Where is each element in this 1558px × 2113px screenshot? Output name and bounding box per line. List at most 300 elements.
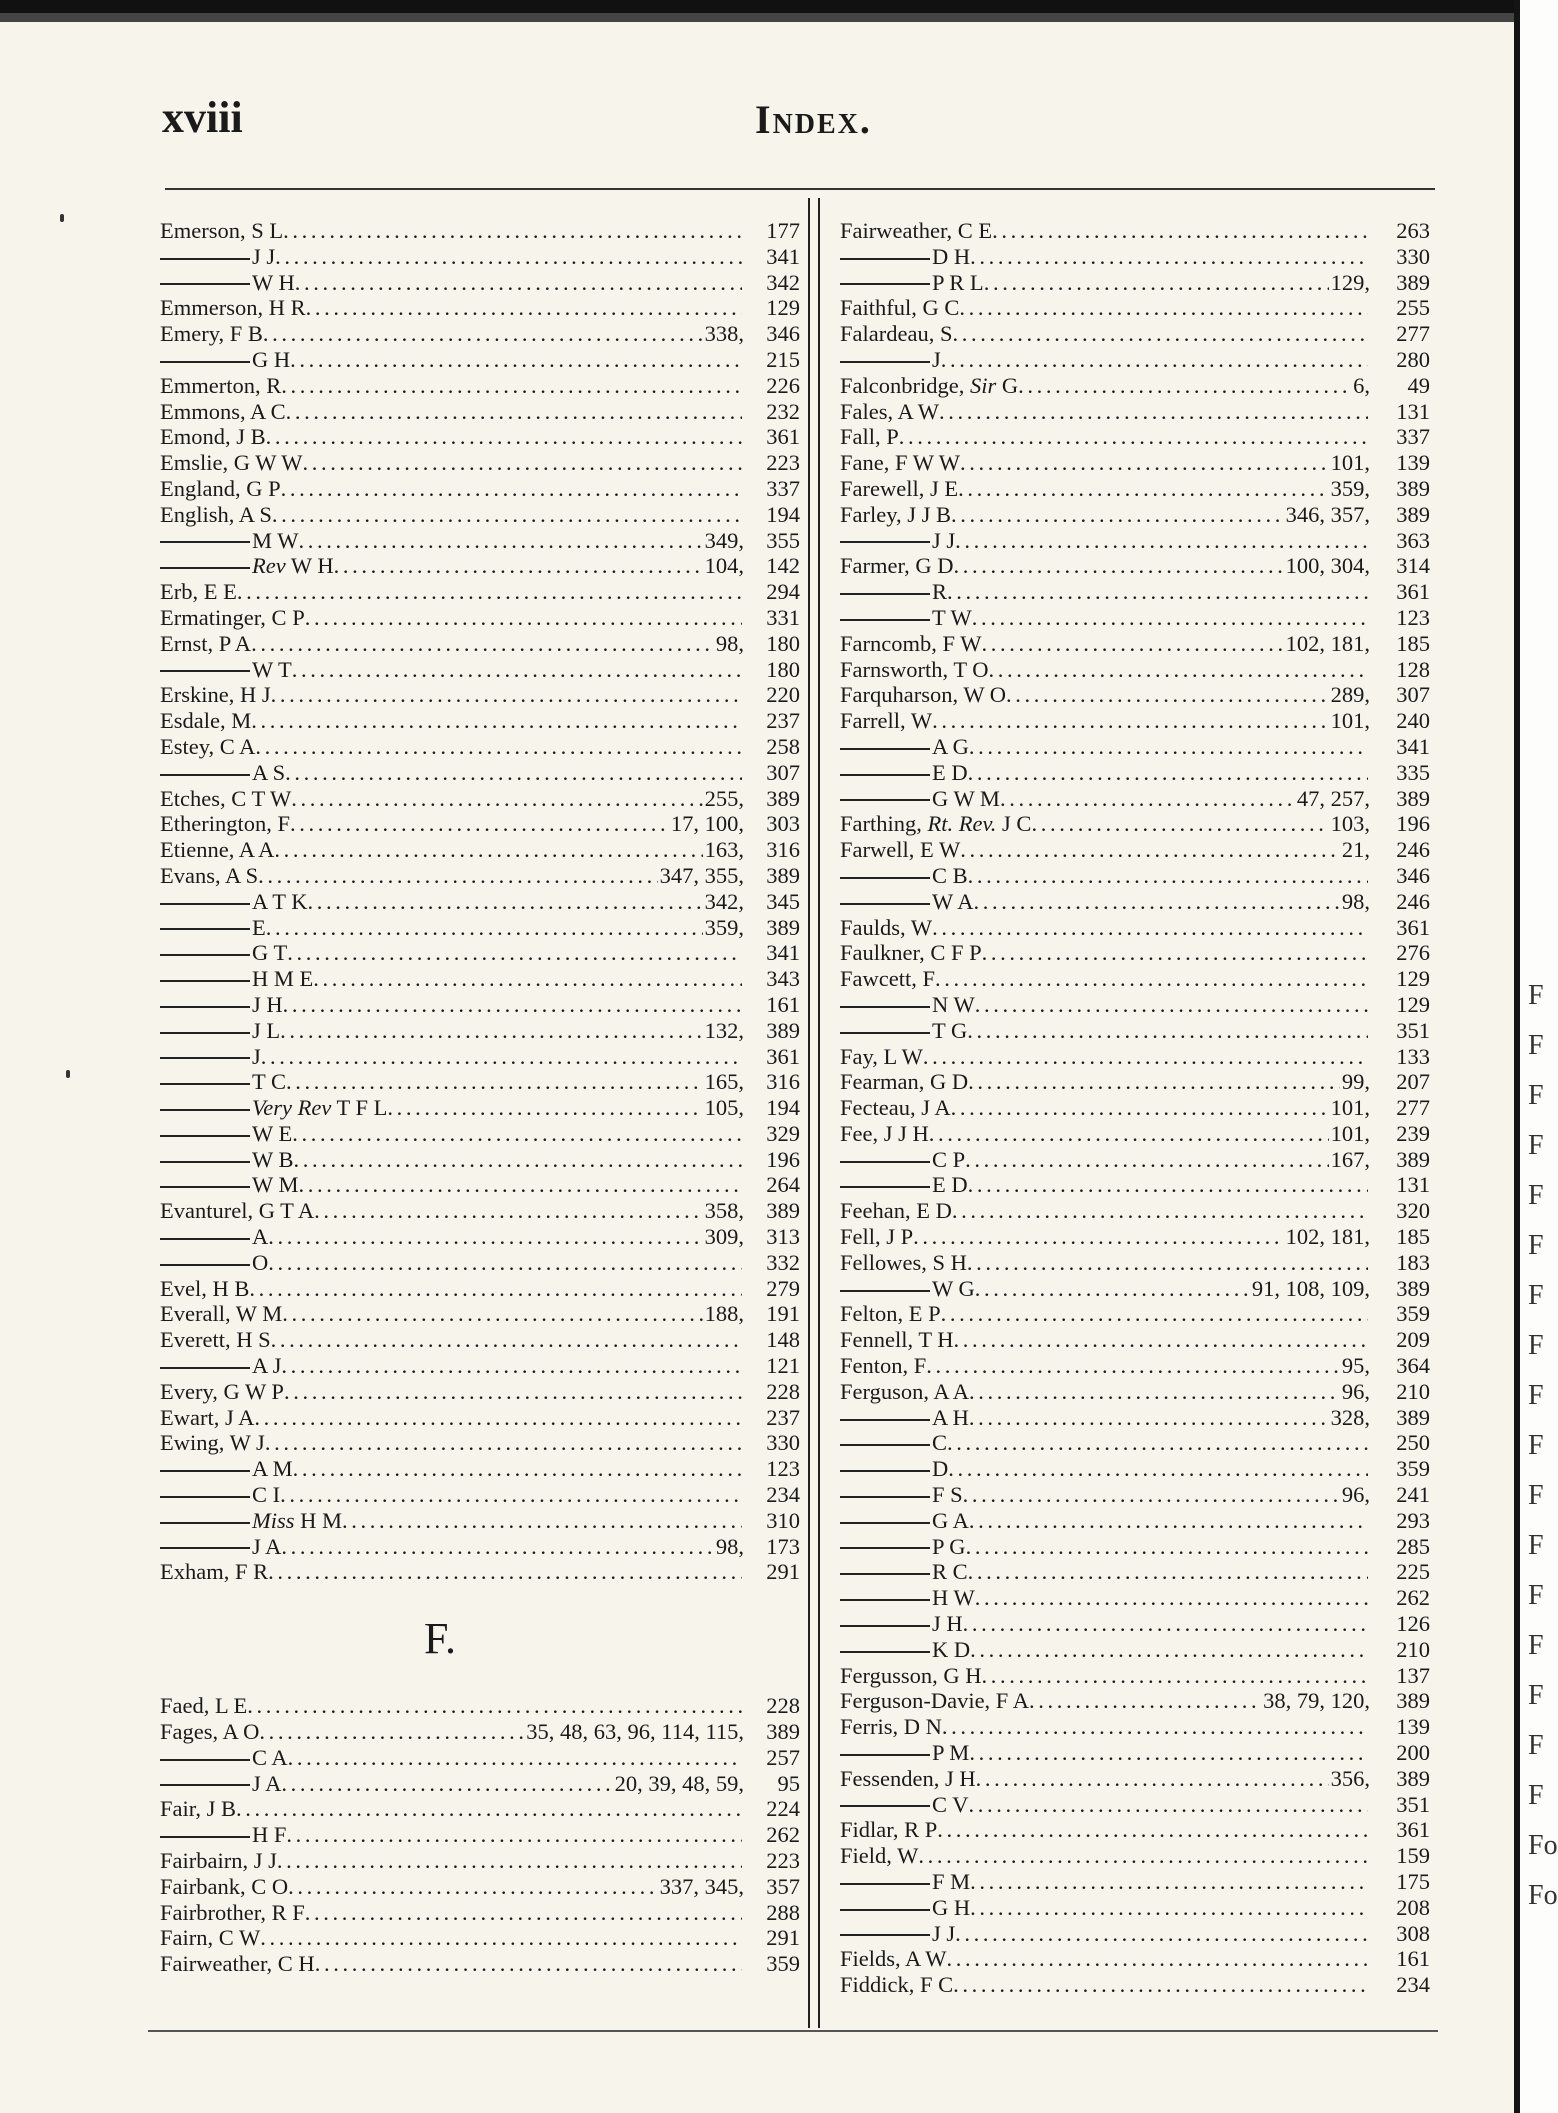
entry-last-page: 293 bbox=[1396, 1507, 1430, 1533]
dot-leader bbox=[947, 1430, 1368, 1456]
index-entry bbox=[840, 1379, 1430, 1405]
entry-name: Farthing, Rt. Rev. J C bbox=[840, 811, 1032, 837]
entry-last-page: 337 bbox=[1396, 424, 1430, 450]
ditto-dash bbox=[840, 1625, 930, 1627]
dot-leader bbox=[313, 966, 742, 992]
entry-pages: 96, bbox=[1341, 1482, 1370, 1508]
dot-leader bbox=[266, 915, 703, 941]
entry-name: Fales, A W bbox=[840, 398, 939, 424]
index-entry bbox=[160, 631, 800, 657]
entry-name: J H bbox=[160, 992, 283, 1018]
page-number: xviii bbox=[162, 93, 243, 142]
index-entry bbox=[160, 244, 800, 270]
ditto-dash bbox=[160, 541, 250, 543]
entry-last-page: 332 bbox=[766, 1249, 800, 1275]
entry-name: Emery, F B bbox=[160, 321, 263, 347]
dot-leader bbox=[281, 1534, 713, 1560]
index-entry bbox=[160, 476, 800, 502]
dot-leader bbox=[951, 1095, 1329, 1121]
entry-name: K D bbox=[840, 1637, 970, 1663]
entry-last-page: 196 bbox=[766, 1146, 800, 1172]
entry-last-page: 355 bbox=[766, 527, 800, 553]
index-entry bbox=[160, 889, 800, 915]
entry-name: Farrell, W bbox=[840, 708, 933, 734]
entry-name: Feehan, E D bbox=[840, 1198, 952, 1224]
dot-leader bbox=[969, 1508, 1368, 1534]
entry-pages: 21, bbox=[1341, 837, 1370, 863]
entry-last-page: 313 bbox=[766, 1224, 800, 1250]
dot-leader bbox=[280, 1018, 703, 1044]
index-entry bbox=[160, 424, 800, 450]
dot-leader bbox=[290, 347, 742, 373]
section-heading: F. bbox=[424, 1614, 456, 1664]
entry-pages: 95, bbox=[1341, 1353, 1370, 1379]
entry-name: Fair, J B bbox=[160, 1796, 236, 1822]
entry-last-page: 343 bbox=[766, 966, 800, 992]
index-entry bbox=[840, 270, 1430, 296]
dot-leader bbox=[967, 1250, 1368, 1276]
index-entry bbox=[160, 992, 800, 1018]
entry-name: J A bbox=[160, 1534, 281, 1560]
entry-name: Faithful, G C bbox=[840, 295, 960, 321]
entry-name: D bbox=[840, 1456, 948, 1482]
ditto-dash bbox=[840, 748, 930, 750]
dot-leader bbox=[968, 863, 1368, 889]
entry-last-page: 131 bbox=[1396, 1172, 1430, 1198]
dot-leader bbox=[969, 1379, 1340, 1405]
entry-last-page: 228 bbox=[766, 1693, 800, 1719]
dot-leader bbox=[976, 1766, 1329, 1792]
entry-last-page: 232 bbox=[766, 398, 800, 424]
index-entry bbox=[840, 1301, 1430, 1327]
entry-name: Fages, A O bbox=[160, 1719, 260, 1745]
entry-name: Fawcett, F bbox=[840, 966, 935, 992]
entry-last-page: 341 bbox=[1396, 733, 1430, 759]
dot-leader bbox=[975, 1276, 1250, 1302]
dot-leader bbox=[298, 1172, 742, 1198]
dot-leader bbox=[968, 1172, 1368, 1198]
entry-name: G T bbox=[160, 940, 287, 966]
dot-leader bbox=[261, 1044, 742, 1070]
dot-leader bbox=[981, 631, 1283, 657]
dot-leader bbox=[969, 734, 1368, 760]
index-entry bbox=[840, 1559, 1430, 1585]
entry-name: W M bbox=[160, 1172, 298, 1198]
entry-name: J H bbox=[840, 1611, 963, 1637]
dot-leader bbox=[981, 1663, 1368, 1689]
entry-last-page: 237 bbox=[766, 708, 800, 734]
dot-leader bbox=[315, 1951, 742, 1977]
index-entry bbox=[160, 1745, 800, 1771]
entry-last-page: 280 bbox=[1396, 346, 1430, 372]
entry-last-page: 49 bbox=[1407, 372, 1430, 398]
ditto-dash bbox=[840, 799, 930, 801]
entry-last-page: 250 bbox=[1396, 1430, 1430, 1456]
index-entry bbox=[840, 734, 1430, 760]
entry-name: Fields, A W bbox=[840, 1946, 947, 1972]
entry-pages: 100, 304, bbox=[1285, 553, 1370, 579]
entry-name: R bbox=[840, 579, 947, 605]
entry-pages: 255, bbox=[704, 785, 744, 811]
edge-fragment: F bbox=[1528, 1680, 1544, 1711]
index-entry bbox=[840, 1869, 1430, 1895]
entry-last-page: 226 bbox=[766, 372, 800, 398]
entry-name: G H bbox=[840, 1895, 970, 1921]
entry-last-page: 246 bbox=[1396, 888, 1430, 914]
ditto-dash bbox=[840, 1547, 930, 1549]
index-entry bbox=[160, 966, 800, 992]
entry-name: E D bbox=[840, 1172, 968, 1198]
dot-leader bbox=[268, 1559, 742, 1585]
entry-last-page: 210 bbox=[1396, 1636, 1430, 1662]
entry-last-page: 185 bbox=[1396, 630, 1430, 656]
dot-leader bbox=[932, 708, 1329, 734]
dot-leader bbox=[918, 1843, 1368, 1869]
entry-pages: 356, bbox=[1330, 1765, 1370, 1791]
entry-pages: 105, bbox=[704, 1095, 744, 1121]
entry-name: H M E bbox=[160, 966, 313, 992]
entry-name: T W bbox=[840, 605, 972, 631]
dot-leader bbox=[236, 1796, 742, 1822]
index-entry bbox=[840, 992, 1430, 1018]
ditto-dash bbox=[840, 1161, 930, 1163]
entry-name: Fearman, G D bbox=[840, 1069, 969, 1095]
entry-last-page: 210 bbox=[1396, 1378, 1430, 1404]
dot-leader bbox=[941, 347, 1368, 373]
entry-last-page: 262 bbox=[766, 1822, 800, 1848]
dot-leader bbox=[280, 1482, 742, 1508]
index-entry bbox=[160, 1250, 800, 1276]
index-entry bbox=[840, 424, 1430, 450]
entry-name: A J bbox=[160, 1353, 281, 1379]
ditto-dash bbox=[160, 1784, 250, 1786]
dot-leader bbox=[255, 734, 742, 760]
entry-last-page: 159 bbox=[1396, 1843, 1430, 1869]
entry-last-page: 389 bbox=[1396, 501, 1430, 527]
entry-last-page: 121 bbox=[766, 1353, 800, 1379]
index-entry bbox=[160, 1951, 800, 1977]
entry-last-page: 262 bbox=[1396, 1585, 1430, 1611]
entry-name: Estey, C A bbox=[160, 733, 256, 759]
ditto-dash bbox=[160, 1547, 250, 1549]
entry-last-page: 316 bbox=[766, 1069, 800, 1095]
entry-last-page: 148 bbox=[766, 1327, 800, 1353]
entry-last-page: 342 bbox=[766, 269, 800, 295]
ditto-dash bbox=[160, 258, 250, 260]
dot-leader bbox=[292, 657, 742, 683]
ditto-dash bbox=[840, 1651, 930, 1653]
entry-pages: 163, bbox=[704, 837, 744, 863]
entry-name: Fennell, T H bbox=[840, 1327, 954, 1353]
entry-name: Ferguson-Davie, F A bbox=[840, 1688, 1029, 1714]
index-entry bbox=[840, 1972, 1430, 1998]
ditto-dash bbox=[160, 1186, 250, 1188]
entry-name: W E bbox=[160, 1121, 292, 1147]
entry-name: Fenton, F bbox=[840, 1353, 927, 1379]
entry-last-page: 191 bbox=[766, 1301, 800, 1327]
dot-leader bbox=[251, 631, 714, 657]
dot-leader bbox=[923, 1044, 1368, 1070]
index-entry bbox=[160, 786, 800, 812]
index-entry bbox=[160, 528, 800, 554]
edge-fragment: F bbox=[1528, 1630, 1544, 1661]
index-entry bbox=[160, 1327, 800, 1353]
entry-last-page: 389 bbox=[1396, 1146, 1430, 1172]
entry-pages: 338, bbox=[704, 321, 744, 347]
entry-name: Fairbank, C O bbox=[160, 1873, 289, 1899]
ditto-dash bbox=[840, 1909, 930, 1911]
entry-last-page: 95 bbox=[777, 1770, 800, 1796]
entry-name: Erb, E E bbox=[160, 579, 237, 605]
index-entry bbox=[160, 1379, 800, 1405]
entry-pages: 346, 357, bbox=[1285, 501, 1370, 527]
entry-last-page: 351 bbox=[1396, 1791, 1430, 1817]
index-entry bbox=[840, 1095, 1430, 1121]
ditto-dash bbox=[160, 774, 250, 776]
entry-name: Fell, J P bbox=[840, 1224, 914, 1250]
index-entry bbox=[160, 1430, 800, 1456]
entry-name: C V bbox=[840, 1792, 968, 1818]
edge-fragment: F bbox=[1528, 1030, 1544, 1061]
dot-leader bbox=[929, 1121, 1329, 1147]
entry-name: Emmerson, H R bbox=[160, 295, 306, 321]
entry-pages: 132, bbox=[704, 1017, 744, 1043]
edge-fragment: F bbox=[1528, 1730, 1544, 1761]
dot-leader bbox=[966, 1534, 1368, 1560]
entry-last-page: 389 bbox=[766, 862, 800, 888]
index-entry bbox=[840, 1224, 1430, 1250]
edge-fragment: F bbox=[1528, 1230, 1544, 1261]
entry-name: Fee, J J H bbox=[840, 1120, 929, 1146]
dot-leader bbox=[969, 1740, 1368, 1766]
entry-name: C P bbox=[840, 1147, 965, 1173]
dot-leader bbox=[939, 399, 1368, 425]
entry-name: A G bbox=[840, 734, 969, 760]
entry-last-page: 361 bbox=[1396, 1817, 1430, 1843]
dot-leader bbox=[947, 579, 1368, 605]
entry-name: C bbox=[840, 1430, 947, 1456]
edge-fragment: F bbox=[1528, 1380, 1544, 1411]
index-entry bbox=[840, 321, 1430, 347]
entry-name: Fergusson, G H bbox=[840, 1662, 982, 1688]
dot-leader bbox=[967, 1018, 1368, 1044]
index-entry bbox=[160, 1121, 800, 1147]
entry-last-page: 335 bbox=[1396, 759, 1430, 785]
dot-leader bbox=[913, 1224, 1283, 1250]
entry-last-page: 133 bbox=[1396, 1043, 1430, 1069]
dot-leader bbox=[263, 321, 703, 347]
entry-last-page: 173 bbox=[766, 1533, 800, 1559]
dot-leader bbox=[989, 657, 1368, 683]
entry-last-page: 279 bbox=[766, 1275, 800, 1301]
dot-leader bbox=[942, 1714, 1368, 1740]
entry-last-page: 361 bbox=[1396, 579, 1430, 605]
entry-last-page: 291 bbox=[766, 1559, 800, 1585]
dot-leader bbox=[387, 1095, 702, 1121]
dot-leader bbox=[285, 760, 742, 786]
edge-fragment: F bbox=[1528, 1330, 1544, 1361]
index-entry bbox=[160, 1198, 800, 1224]
index-entry bbox=[160, 1095, 800, 1121]
entry-pages: 98, bbox=[1341, 888, 1370, 914]
dot-leader bbox=[286, 399, 742, 425]
entry-last-page: 285 bbox=[1396, 1533, 1430, 1559]
index-entry bbox=[840, 1534, 1430, 1560]
entry-last-page: 307 bbox=[766, 759, 800, 785]
entry-name: P G bbox=[840, 1534, 966, 1560]
entry-last-page: 276 bbox=[1396, 940, 1430, 966]
entry-last-page: 329 bbox=[766, 1120, 800, 1146]
entry-name: Faulkner, C F P bbox=[840, 940, 982, 966]
ditto-dash bbox=[160, 361, 250, 363]
index-entry bbox=[840, 450, 1430, 476]
index-entry bbox=[160, 760, 800, 786]
entry-pages: 20, 39, 48, 59, bbox=[614, 1770, 744, 1796]
index-entry bbox=[840, 1663, 1430, 1689]
entry-name: Falardeau, S bbox=[840, 321, 953, 347]
edge-fragment: F bbox=[1528, 980, 1544, 1011]
entry-last-page: 161 bbox=[766, 991, 800, 1017]
index-entry bbox=[840, 476, 1430, 502]
entry-pages: 349, bbox=[704, 527, 744, 553]
entry-last-page: 241 bbox=[1396, 1482, 1430, 1508]
entry-name: Ernst, P A bbox=[160, 630, 252, 656]
entry-name: J J bbox=[840, 528, 955, 554]
index-entry bbox=[160, 1482, 800, 1508]
entry-last-page: 320 bbox=[1396, 1198, 1430, 1224]
entry-pages: 35, 48, 63, 96, 114, 115, bbox=[526, 1719, 744, 1745]
entry-name: Fairbrother, R F bbox=[160, 1899, 305, 1925]
ditto-dash bbox=[840, 877, 930, 879]
entry-last-page: 223 bbox=[766, 450, 800, 476]
index-entry bbox=[840, 1740, 1430, 1766]
index-entry bbox=[160, 1874, 800, 1900]
entry-name: F M bbox=[840, 1869, 970, 1895]
dot-leader bbox=[932, 915, 1368, 941]
index-entry bbox=[840, 1766, 1430, 1792]
entry-name: Farncomb, F W bbox=[840, 630, 982, 656]
entry-pages: 99, bbox=[1341, 1069, 1370, 1095]
entry-name: Farnsworth, T O bbox=[840, 656, 989, 682]
index-entry bbox=[160, 1925, 800, 1951]
entry-last-page: 237 bbox=[766, 1404, 800, 1430]
entry-pages: 104, bbox=[704, 553, 744, 579]
dot-leader bbox=[287, 940, 742, 966]
entry-pages: 129, bbox=[1330, 269, 1370, 295]
dot-leader bbox=[968, 1069, 1340, 1095]
entry-last-page: 345 bbox=[766, 888, 800, 914]
dot-leader bbox=[960, 837, 1340, 863]
entry-name: Felton, E P bbox=[840, 1301, 941, 1327]
entry-last-page: 337 bbox=[766, 475, 800, 501]
dot-leader bbox=[281, 1353, 742, 1379]
scan-speck bbox=[66, 1070, 70, 1078]
dot-leader bbox=[968, 760, 1368, 786]
dot-leader bbox=[251, 708, 742, 734]
dot-leader bbox=[972, 605, 1368, 631]
entry-name: Emmons, A C bbox=[160, 398, 286, 424]
dot-leader bbox=[293, 1456, 742, 1482]
ditto-dash bbox=[840, 1006, 930, 1008]
entry-name: Ermatinger, C P bbox=[160, 604, 305, 630]
dot-leader bbox=[1018, 373, 1351, 399]
ditto-dash bbox=[840, 541, 930, 543]
entry-name: Emerson, S L bbox=[160, 218, 284, 243]
index-entry bbox=[840, 1121, 1430, 1147]
index-entry bbox=[160, 295, 800, 321]
entry-name: Evel, H B bbox=[160, 1275, 250, 1301]
index-entry bbox=[160, 1822, 800, 1848]
index-entry bbox=[840, 682, 1430, 708]
index-entry bbox=[840, 1276, 1430, 1302]
dot-leader bbox=[284, 1379, 742, 1405]
entry-name: English, A S bbox=[160, 501, 272, 527]
entry-name: Fecteau, J A bbox=[840, 1095, 951, 1121]
dot-leader bbox=[941, 1301, 1368, 1327]
ditto-dash bbox=[840, 1032, 930, 1034]
entry-last-page: 129 bbox=[766, 295, 800, 321]
index-entry bbox=[160, 1456, 800, 1482]
dot-leader bbox=[237, 579, 742, 605]
index-entry bbox=[840, 837, 1430, 863]
entry-name: G H bbox=[160, 347, 290, 373]
dot-leader bbox=[295, 270, 742, 296]
dot-leader bbox=[282, 1301, 702, 1327]
dot-leader bbox=[286, 1069, 703, 1095]
entry-name: Everall, W M bbox=[160, 1301, 283, 1327]
entry-last-page: 308 bbox=[1396, 1920, 1430, 1946]
entry-last-page: 389 bbox=[1396, 1275, 1430, 1301]
index-entry bbox=[160, 1559, 800, 1585]
index-entry bbox=[160, 657, 800, 683]
index-entry bbox=[160, 734, 800, 760]
entry-name: C I bbox=[160, 1482, 280, 1508]
dot-leader bbox=[305, 605, 742, 631]
ditto-dash bbox=[160, 1496, 250, 1498]
index-entry bbox=[840, 915, 1430, 941]
entry-last-page: 389 bbox=[1396, 1765, 1430, 1791]
entry-name: Fairweather, C H bbox=[160, 1951, 315, 1977]
entry-pages: 337, 345, bbox=[659, 1873, 744, 1899]
dot-leader bbox=[946, 1946, 1368, 1972]
index-entry bbox=[160, 1276, 800, 1302]
entry-last-page: 314 bbox=[1396, 553, 1430, 579]
entry-name: W B bbox=[160, 1147, 293, 1173]
entry-name: Faulds, W bbox=[840, 914, 933, 940]
dot-leader bbox=[926, 1353, 1340, 1379]
ditto-dash bbox=[840, 1883, 930, 1885]
entry-name: A T K bbox=[160, 889, 307, 915]
index-entry bbox=[160, 915, 800, 941]
index-column-left bbox=[160, 218, 800, 1977]
entry-last-page: 200 bbox=[1396, 1740, 1430, 1766]
ditto-dash bbox=[160, 980, 250, 982]
index-entry bbox=[160, 1147, 800, 1173]
edge-fragment: F bbox=[1528, 1430, 1544, 1461]
entry-name: A M bbox=[160, 1456, 293, 1482]
dot-leader bbox=[969, 1405, 1329, 1431]
entry-name: C A bbox=[160, 1745, 288, 1771]
entry-last-page: 220 bbox=[766, 682, 800, 708]
dot-leader bbox=[288, 1874, 658, 1900]
dot-leader bbox=[281, 1771, 612, 1797]
entry-name: Fairn, C W bbox=[160, 1925, 261, 1951]
entry-last-page: 364 bbox=[1396, 1353, 1430, 1379]
index-entry bbox=[840, 1482, 1430, 1508]
entry-last-page: 264 bbox=[766, 1172, 800, 1198]
ditto-dash bbox=[160, 1759, 250, 1761]
entry-pages: 359, bbox=[1330, 475, 1370, 501]
